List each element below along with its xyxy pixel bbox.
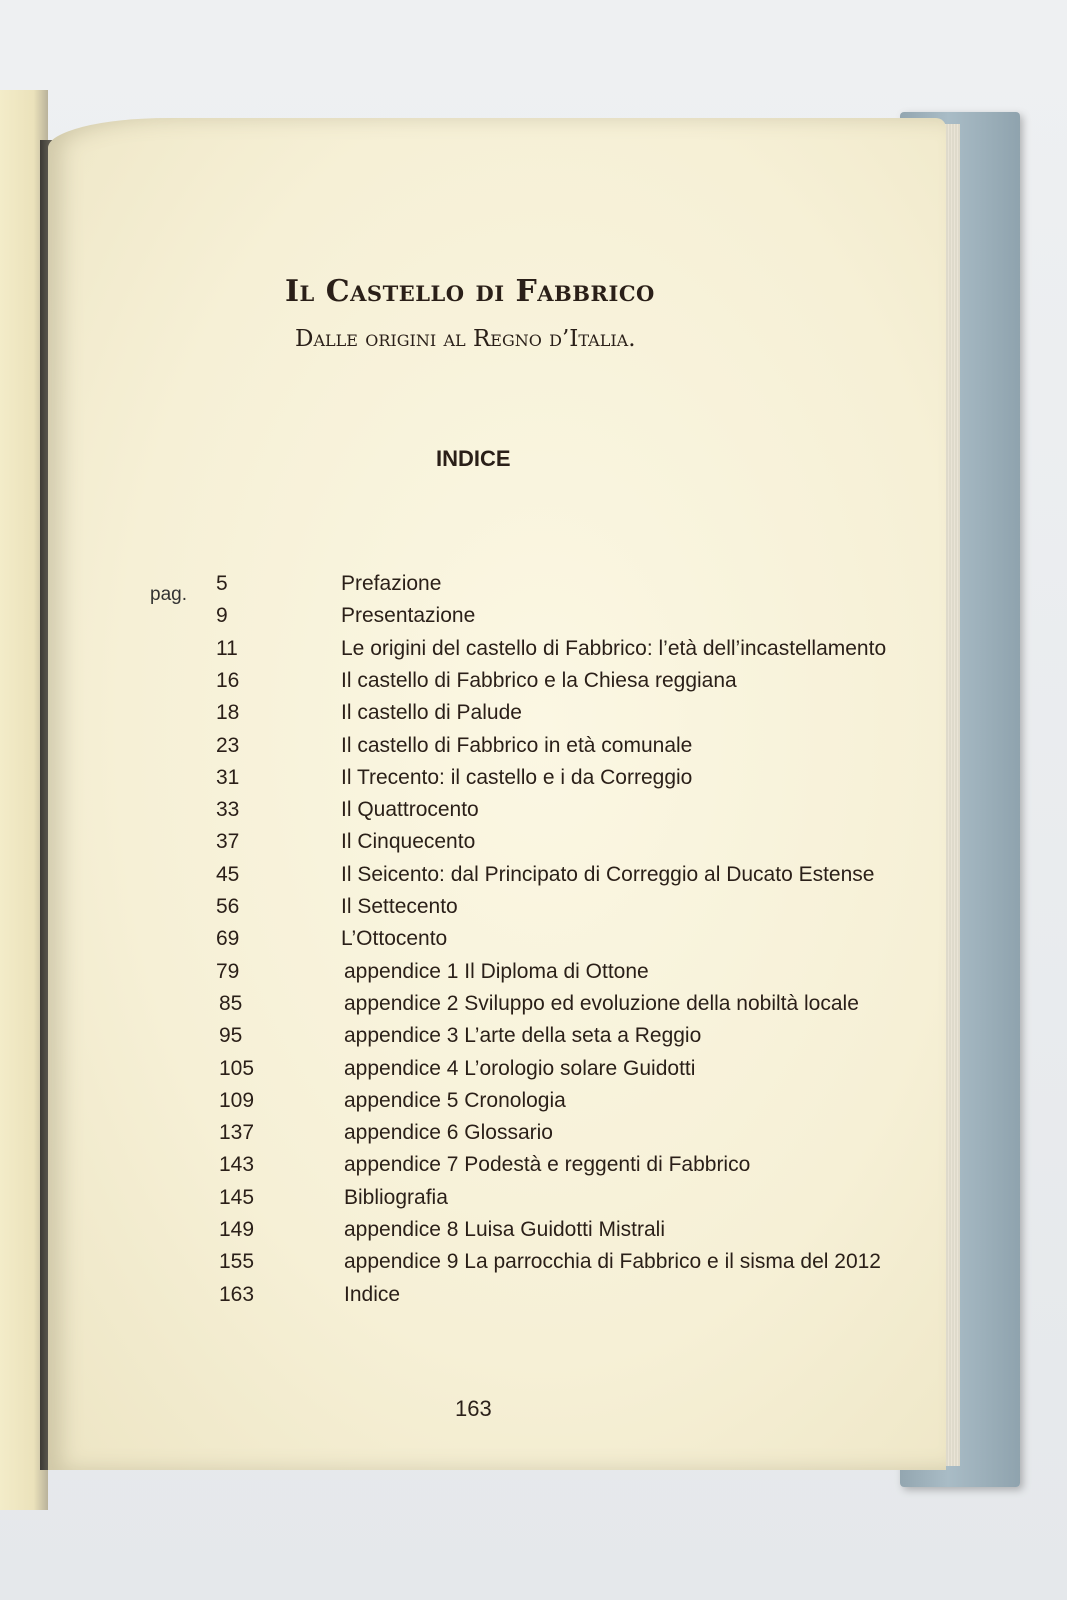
toc-title: Il castello di Fabbrico e la Chiesa reggiana — [341, 668, 737, 692]
toc-entry — [0, 1057, 900, 1089]
toc-title: Bibliografia — [344, 1185, 448, 1209]
toc-title: appendice 8 Luisa Guidotti Mistrali — [344, 1218, 666, 1241]
index-heading: INDICE — [436, 446, 511, 471]
toc-page-number: 149 — [219, 1218, 255, 1241]
toc-page-number: 163 — [219, 1282, 255, 1306]
toc-entry — [0, 604, 900, 636]
toc-page-number: 95 — [219, 1024, 243, 1048]
toc-title: appendice 6 Glossario — [344, 1121, 553, 1145]
toc-page-number: 16 — [216, 668, 240, 692]
toc-entry — [0, 960, 900, 992]
book-subtitle: Dalle origini al Regno d’Italia. — [295, 326, 636, 352]
toc-entry — [0, 927, 900, 959]
toc-page-number: 137 — [219, 1121, 255, 1145]
toc-title: Il Seicento: dal Principato di Correggio al Ducato Estense — [341, 862, 875, 886]
toc-entry — [0, 1250, 900, 1282]
toc-title: Il castello di Palude — [341, 701, 522, 725]
toc-entry — [0, 798, 900, 830]
toc-entry — [0, 1186, 900, 1218]
toc-page-number: 18 — [216, 701, 240, 725]
toc-page-number: 155 — [219, 1250, 255, 1274]
pag-label: pag. — [150, 584, 187, 605]
toc-entry — [0, 1283, 900, 1315]
toc-entry — [0, 1218, 900, 1250]
toc-page-number: 37 — [216, 830, 240, 854]
toc-title: Indice — [344, 1282, 401, 1306]
toc-page-number: 45 — [216, 862, 240, 886]
toc-entry — [0, 766, 900, 798]
toc-page-number: 109 — [219, 1088, 255, 1112]
toc-entry — [0, 669, 900, 701]
toc-title: appendice 1 Il Diploma di Ottone — [344, 959, 649, 983]
book-title: Il Castello di Fabbrico — [285, 274, 655, 309]
toc-title: Il Settecento — [341, 895, 458, 918]
toc-page-number: 31 — [216, 765, 240, 789]
toc-page-number: 9 — [216, 604, 228, 628]
toc-entry — [0, 1024, 900, 1056]
toc-page-number: 23 — [216, 733, 240, 757]
toc-title: Prefazione — [341, 572, 442, 595]
toc-entry — [0, 1153, 900, 1185]
toc-entry — [0, 637, 900, 669]
toc-title: appendice 4 L’orologio solare Guidotti — [344, 1056, 696, 1080]
toc-title: Il Quattrocento — [341, 798, 479, 822]
toc-title: appendice 9 La parrocchia di Fabbrico e il sisma del 2012 — [344, 1250, 881, 1274]
toc-page-number: 79 — [216, 959, 240, 983]
toc-page-number: 85 — [219, 991, 243, 1015]
toc-page-number: 33 — [216, 798, 240, 822]
toc-entry — [0, 830, 900, 862]
page-number: 163 — [455, 1396, 492, 1421]
toc-page-number: 5 — [216, 572, 228, 595]
toc-title: Presentazione — [341, 604, 476, 628]
toc-page-number: 143 — [219, 1153, 255, 1177]
toc-title: appendice 2 Sviluppo ed evoluzione della nobiltà locale — [344, 991, 859, 1015]
toc-title: L’Ottocento — [341, 927, 448, 951]
toc-entry — [0, 734, 900, 766]
toc-entry — [0, 1089, 900, 1121]
toc-title: Il castello di Fabbrico in età comunale — [341, 733, 693, 757]
toc-entry — [0, 1121, 900, 1153]
toc-title: appendice 5 Cronologia — [344, 1088, 566, 1112]
toc-page-number: 69 — [216, 927, 240, 951]
toc-entry — [0, 701, 900, 733]
toc-title: Le origini del castello di Fabbrico: l’età dell’incastellamento — [341, 636, 887, 660]
toc-page-number: 56 — [216, 895, 240, 918]
toc-entry — [0, 863, 900, 895]
toc-entry — [0, 992, 900, 1024]
toc-page-number: 105 — [219, 1056, 255, 1080]
toc-entry — [0, 895, 900, 927]
toc-page-number: 11 — [216, 636, 238, 660]
toc-title: appendice 7 Podestà e reggenti di Fabbrico — [344, 1153, 751, 1177]
toc-page-number: 145 — [219, 1185, 255, 1209]
toc-title: appendice 3 L’arte della seta a Reggio — [344, 1024, 702, 1048]
toc-entry — [0, 572, 900, 604]
toc-title: Il Trecento: il castello e i da Correggio — [341, 765, 693, 789]
toc-title: Il Cinquecento — [341, 830, 476, 854]
